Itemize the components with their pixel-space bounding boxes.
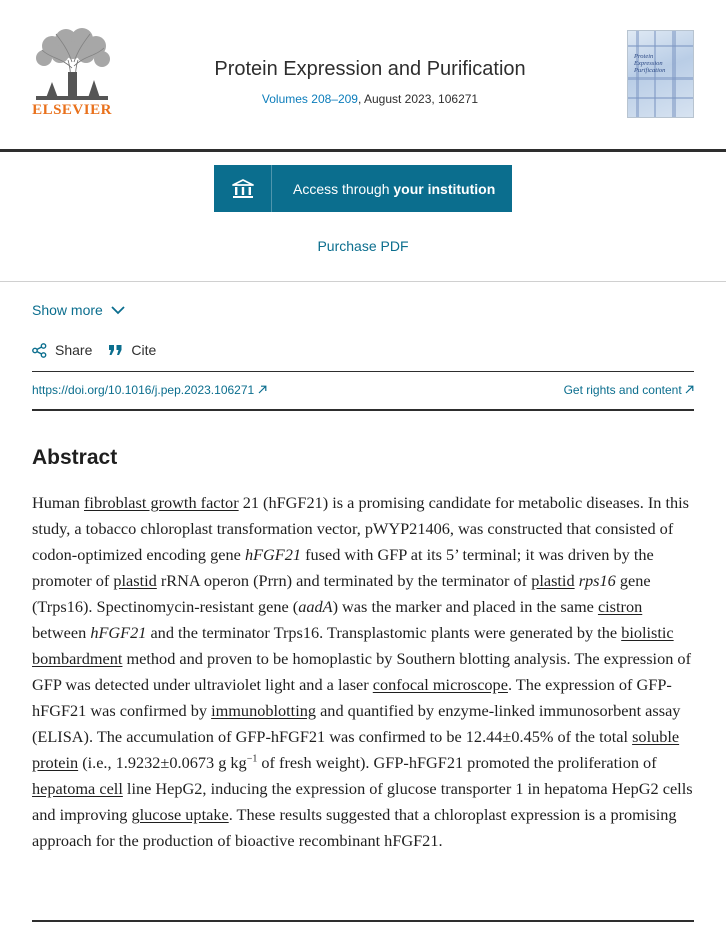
abstract-text: between bbox=[32, 623, 91, 642]
doi-text: https://doi.org/10.1016/j.pep.2023.106271 bbox=[32, 383, 255, 397]
abstract-divider bbox=[32, 920, 694, 922]
abstract-term-link[interactable]: biolistic bombardment bbox=[32, 623, 674, 668]
abstract-italic-term: hFGF21 bbox=[90, 623, 147, 642]
abstract-term-link[interactable]: plastid bbox=[531, 571, 575, 590]
access-divider bbox=[0, 281, 726, 282]
access-label-prefix: Access through bbox=[293, 180, 394, 197]
abstract-heading: Abstract bbox=[32, 446, 118, 469]
abstract-term-link[interactable]: hepatoma cell bbox=[32, 779, 123, 798]
share-icon bbox=[32, 343, 47, 358]
abstract-italic-term: aadA bbox=[298, 597, 333, 616]
abstract-term-link[interactable]: fibroblast growth factor bbox=[84, 493, 239, 512]
doi-link[interactable] bbox=[32, 383, 267, 397]
access-button-label bbox=[272, 181, 495, 197]
publisher-name: ELSEVIER bbox=[32, 102, 112, 118]
share-button[interactable] bbox=[32, 342, 92, 358]
issue-details: , August 2023, 106271 bbox=[357, 92, 479, 106]
abstract-italic-term: hFGF21 bbox=[244, 545, 302, 564]
journal-cover-thumbnail[interactable] bbox=[627, 30, 694, 118]
abstract-text: and the terminator Trps16. Transplastomic plants were generated by the bbox=[146, 623, 622, 642]
abstract-superscript: −1 bbox=[246, 753, 258, 765]
cover-title bbox=[634, 53, 665, 74]
external-link-arrow-icon bbox=[685, 383, 694, 397]
abstract-text: Human bbox=[32, 493, 84, 512]
chevron-down-icon bbox=[111, 302, 125, 318]
volumes-link[interactable]: Volumes 208–209 bbox=[261, 92, 358, 106]
abstract-term-link[interactable]: plastid bbox=[113, 571, 157, 590]
abstract-term-link[interactable]: immunoblotting bbox=[211, 701, 317, 720]
rights-and-content-link[interactable] bbox=[564, 383, 694, 397]
access-through-institution-button[interactable] bbox=[214, 165, 512, 212]
meta-divider-top bbox=[32, 371, 694, 372]
abstract-text: gene (Trps16). Spectinomycin-resistant gene ( bbox=[32, 571, 651, 616]
abstract-text: . The expression of GFP-hFGF21 was confirmed by bbox=[32, 675, 672, 720]
abstract-term-link[interactable]: glucose uptake bbox=[131, 805, 229, 824]
abstract-text: ) was the marker and placed in the same bbox=[332, 597, 598, 616]
purchase-pdf-link[interactable] bbox=[0, 238, 726, 254]
abstract-text: fused with GFP at its 5’ terminal; it was driven by the promoter of bbox=[32, 545, 654, 590]
abstract-text: line HepG2, inducing the expression of glucose transporter 1 in hepatoma HepG2 cells and improving bbox=[32, 779, 693, 824]
journal-header bbox=[0, 0, 726, 150]
quote-icon bbox=[108, 344, 123, 356]
rights-text: Get rights and content bbox=[563, 383, 682, 397]
cover-title-line: Expression bbox=[634, 60, 663, 67]
access-label-bold: your institution bbox=[393, 180, 496, 197]
cover-title-line: Purification bbox=[634, 67, 666, 74]
abstract-body bbox=[32, 490, 698, 854]
issue-info bbox=[130, 92, 610, 106]
share-label: Share bbox=[55, 342, 93, 358]
abstract-term-link[interactable]: soluble protein bbox=[32, 727, 680, 772]
abstract-text: and quantified by enzyme-linked immunosorbent assay (ELISA). The accumulation of GFP-hFGF21 was confirmed to be 12.44±0.45% of the total bbox=[32, 701, 681, 746]
show-more-label: Show more bbox=[32, 302, 103, 318]
show-more-button[interactable] bbox=[32, 302, 125, 318]
abstract-text: rRNA operon (Prrn) and terminated by the terminator of bbox=[156, 571, 532, 590]
journal-title[interactable]: Protein Expression and Purification bbox=[214, 58, 526, 80]
cite-label: Cite bbox=[131, 342, 157, 358]
article-actions bbox=[32, 342, 172, 358]
abstract-text: of fresh weight). GFP-hFGF21 promoted the proliferation of bbox=[257, 753, 657, 772]
meta-divider-bottom bbox=[32, 409, 694, 411]
abstract-term-link[interactable]: confocal microscope bbox=[372, 675, 508, 694]
header-divider bbox=[0, 149, 726, 152]
purchase-pdf-label: Purchase PDF bbox=[317, 238, 409, 254]
cite-button[interactable] bbox=[108, 342, 156, 358]
cover-title-line: Protein bbox=[634, 53, 654, 60]
abstract-term-link[interactable]: cistron bbox=[597, 597, 643, 616]
external-link-arrow-icon bbox=[258, 383, 267, 397]
elsevier-tree-icon bbox=[32, 28, 112, 100]
abstract-text: method and proven to be homoplastic by Southern blotting analysis. The expression of GFP was detected under ultraviolet light and a laser bbox=[32, 649, 691, 694]
abstract-italic-term: rps16 bbox=[578, 571, 616, 590]
abstract-text: (i.e., 1.9232±0.0673 g kg bbox=[78, 753, 247, 772]
elsevier-logo[interactable] bbox=[32, 28, 112, 120]
institution-icon bbox=[214, 165, 272, 212]
abstract-text: . These results suggested that a chloroplast expression is a promising approach for the production of bioactive recombinant hFGF21. bbox=[32, 805, 677, 850]
abstract-text: 21 (hFGF21) is a promising candidate for metabolic diseases. In this study, a tobacco chloroplast transformation vector, pWYP21406, was constructed that consisted of codon-optimized encoding gene bbox=[32, 493, 689, 564]
